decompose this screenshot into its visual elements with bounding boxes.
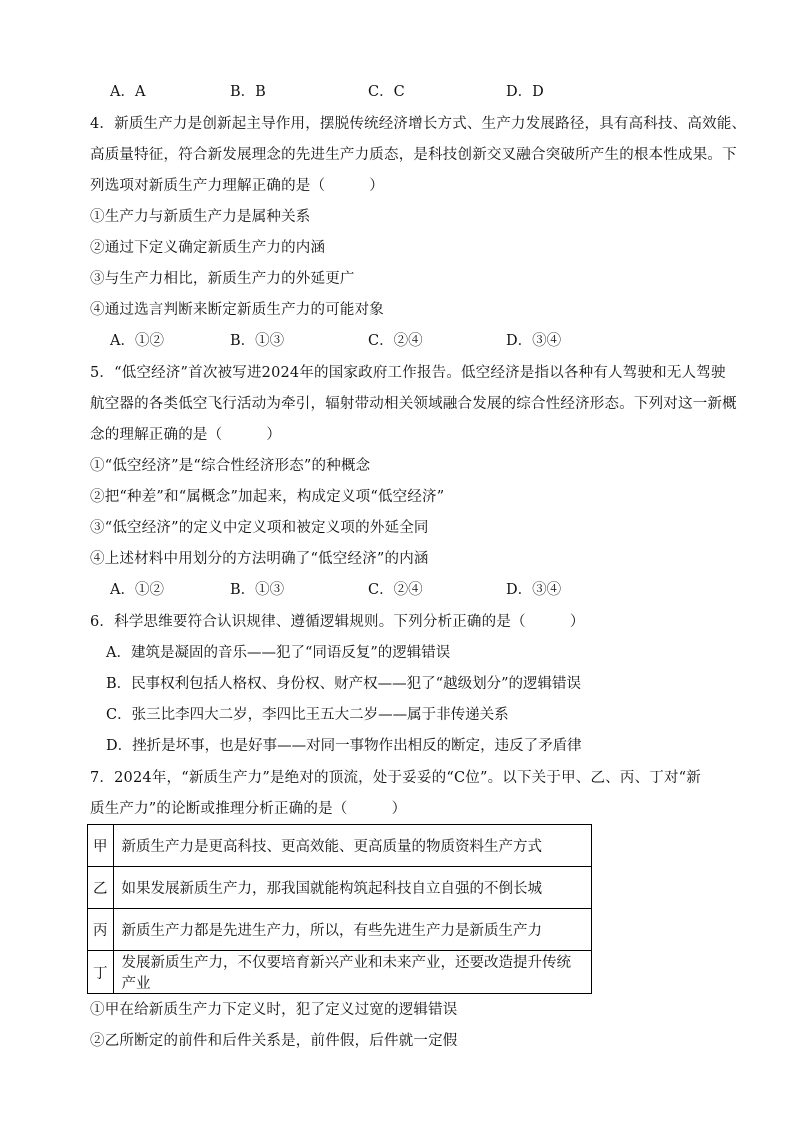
q3-option-a[interactable]: A．A bbox=[110, 84, 146, 100]
q4-statement-1: ①生产力与新质生产力是属种关系 bbox=[90, 209, 311, 225]
q3-option-c[interactable]: C．C bbox=[368, 84, 405, 100]
q4-stem-line-1: 4．新质生产力是创新起主导作用，摆脱传统经济增长方式、生产力发展路径，具有高科技、高效能、 bbox=[90, 116, 747, 132]
q5-option-a[interactable]: A．①② bbox=[110, 582, 164, 598]
q6-choice-a[interactable]: A．建筑是凝固的音乐——犯了“同语反复”的逻辑错误 bbox=[106, 645, 451, 661]
q5-statement-3: ③“低空经济”的定义中定义项和被定义项的外延全同 bbox=[90, 520, 429, 536]
table-row bbox=[88, 951, 592, 994]
table-cell-key: 丁 bbox=[88, 951, 114, 994]
q7-statement-2: ②乙所断定的前件和后件关系是，前件假，后件就一定假 bbox=[90, 1033, 458, 1049]
table-cell-key: 乙 bbox=[88, 867, 114, 909]
table-cell-key: 甲 bbox=[88, 825, 114, 867]
q4-option-b[interactable]: B．①③ bbox=[230, 333, 285, 349]
q4-stem-line-3: 列选项对新质生产力理解正确的是（ ） bbox=[90, 178, 384, 194]
table-row bbox=[88, 909, 592, 951]
q5-option-b[interactable]: B．①③ bbox=[230, 582, 285, 598]
q5-option-c[interactable]: C．②④ bbox=[368, 582, 423, 598]
q7-stem-line-1: 7．2024年，“新质生产力”是绝对的顶流，处于妥妥的“C位”。以下关于甲、乙、丙、丁对“新 bbox=[90, 770, 701, 786]
q5-option-d[interactable]: D．③④ bbox=[506, 582, 562, 598]
q5-statement-4: ④上述材料中用划分的方法明确了“低空经济”的内涵 bbox=[90, 551, 429, 567]
q4-stem-line-2: 高质量特征，符合新发展理念的先进生产力质态，是科技创新交叉融合突破所产生的根本性成果。下 bbox=[90, 147, 737, 163]
q5-statement-1: ①“低空经济”是“综合性经济形态”的种概念 bbox=[90, 458, 371, 474]
table-cell-text: 发展新质生产力，不仅要培育新兴产业和未来产业，还要改造提升传统产业 bbox=[113, 951, 592, 994]
q4-option-a[interactable]: A．①② bbox=[110, 333, 164, 349]
q6-choice-c[interactable]: C．张三比李四大二岁，李四比王五大二岁——属于非传递关系 bbox=[106, 707, 509, 723]
q7-statement-1: ①甲在给新质生产力下定义时，犯了定义过宽的逻辑错误 bbox=[90, 1002, 458, 1018]
q7-table bbox=[87, 824, 592, 994]
q4-statement-4: ④通过选言判断来断定新质生产力的可能对象 bbox=[90, 302, 384, 318]
q4-statement-3: ③与生产力相比，新质生产力的外延更广 bbox=[90, 271, 355, 287]
q3-option-d[interactable]: D．D bbox=[506, 84, 544, 100]
q3-option-b[interactable]: B．B bbox=[230, 84, 266, 100]
q5-stem-line-3: 念的理解正确的是（ ） bbox=[90, 427, 282, 443]
q5-statement-2: ②把“种差”和“属概念”加起来，构成定义项“低空经济” bbox=[90, 489, 445, 505]
table-cell-text: 如果发展新质生产力，那我国就能构筑起科技自立自强的不倒长城 bbox=[113, 867, 592, 909]
q6-choice-b[interactable]: B．民事权利包括人格权、身份权、财产权——犯了“越级划分”的逻辑错误 bbox=[106, 676, 581, 692]
q4-option-c[interactable]: C．②④ bbox=[368, 333, 423, 349]
q6-choice-d[interactable]: D．挫折是坏事，也是好事——对同一事物作出相反的断定，违反了矛盾律 bbox=[106, 738, 582, 754]
table-cell-text: 新质生产力是更高科技、更高效能、更高质量的物质资料生产方式 bbox=[113, 825, 592, 867]
q4-option-d[interactable]: D．③④ bbox=[506, 333, 562, 349]
q5-stem-line-2: 航空器的各类低空飞行活动为牵引，辐射带动相关领域融合发展的综合性经济形态。下列对这一新概 bbox=[90, 396, 737, 412]
table-cell-text: 新质生产力都是先进生产力，所以，有些先进生产力是新质生产力 bbox=[113, 909, 592, 951]
table-row bbox=[88, 825, 592, 867]
table-row bbox=[88, 867, 592, 909]
q4-statement-2: ②通过下定义确定新质生产力的内涵 bbox=[90, 240, 326, 256]
q7-stem-line-2: 质生产力”的论断或推理分析正确的是（ ） bbox=[90, 801, 407, 817]
q5-stem-line-1: 5．“低空经济”首次被写进2024年的国家政府工作报告。低空经济是指以各种有人驾驶和无人驾驶 bbox=[90, 365, 726, 381]
q6-stem: 6．科学思维要符合认识规律、遵循逻辑规则。下列分析正确的是（ ） bbox=[90, 614, 585, 630]
table-cell-key: 丙 bbox=[88, 909, 114, 951]
